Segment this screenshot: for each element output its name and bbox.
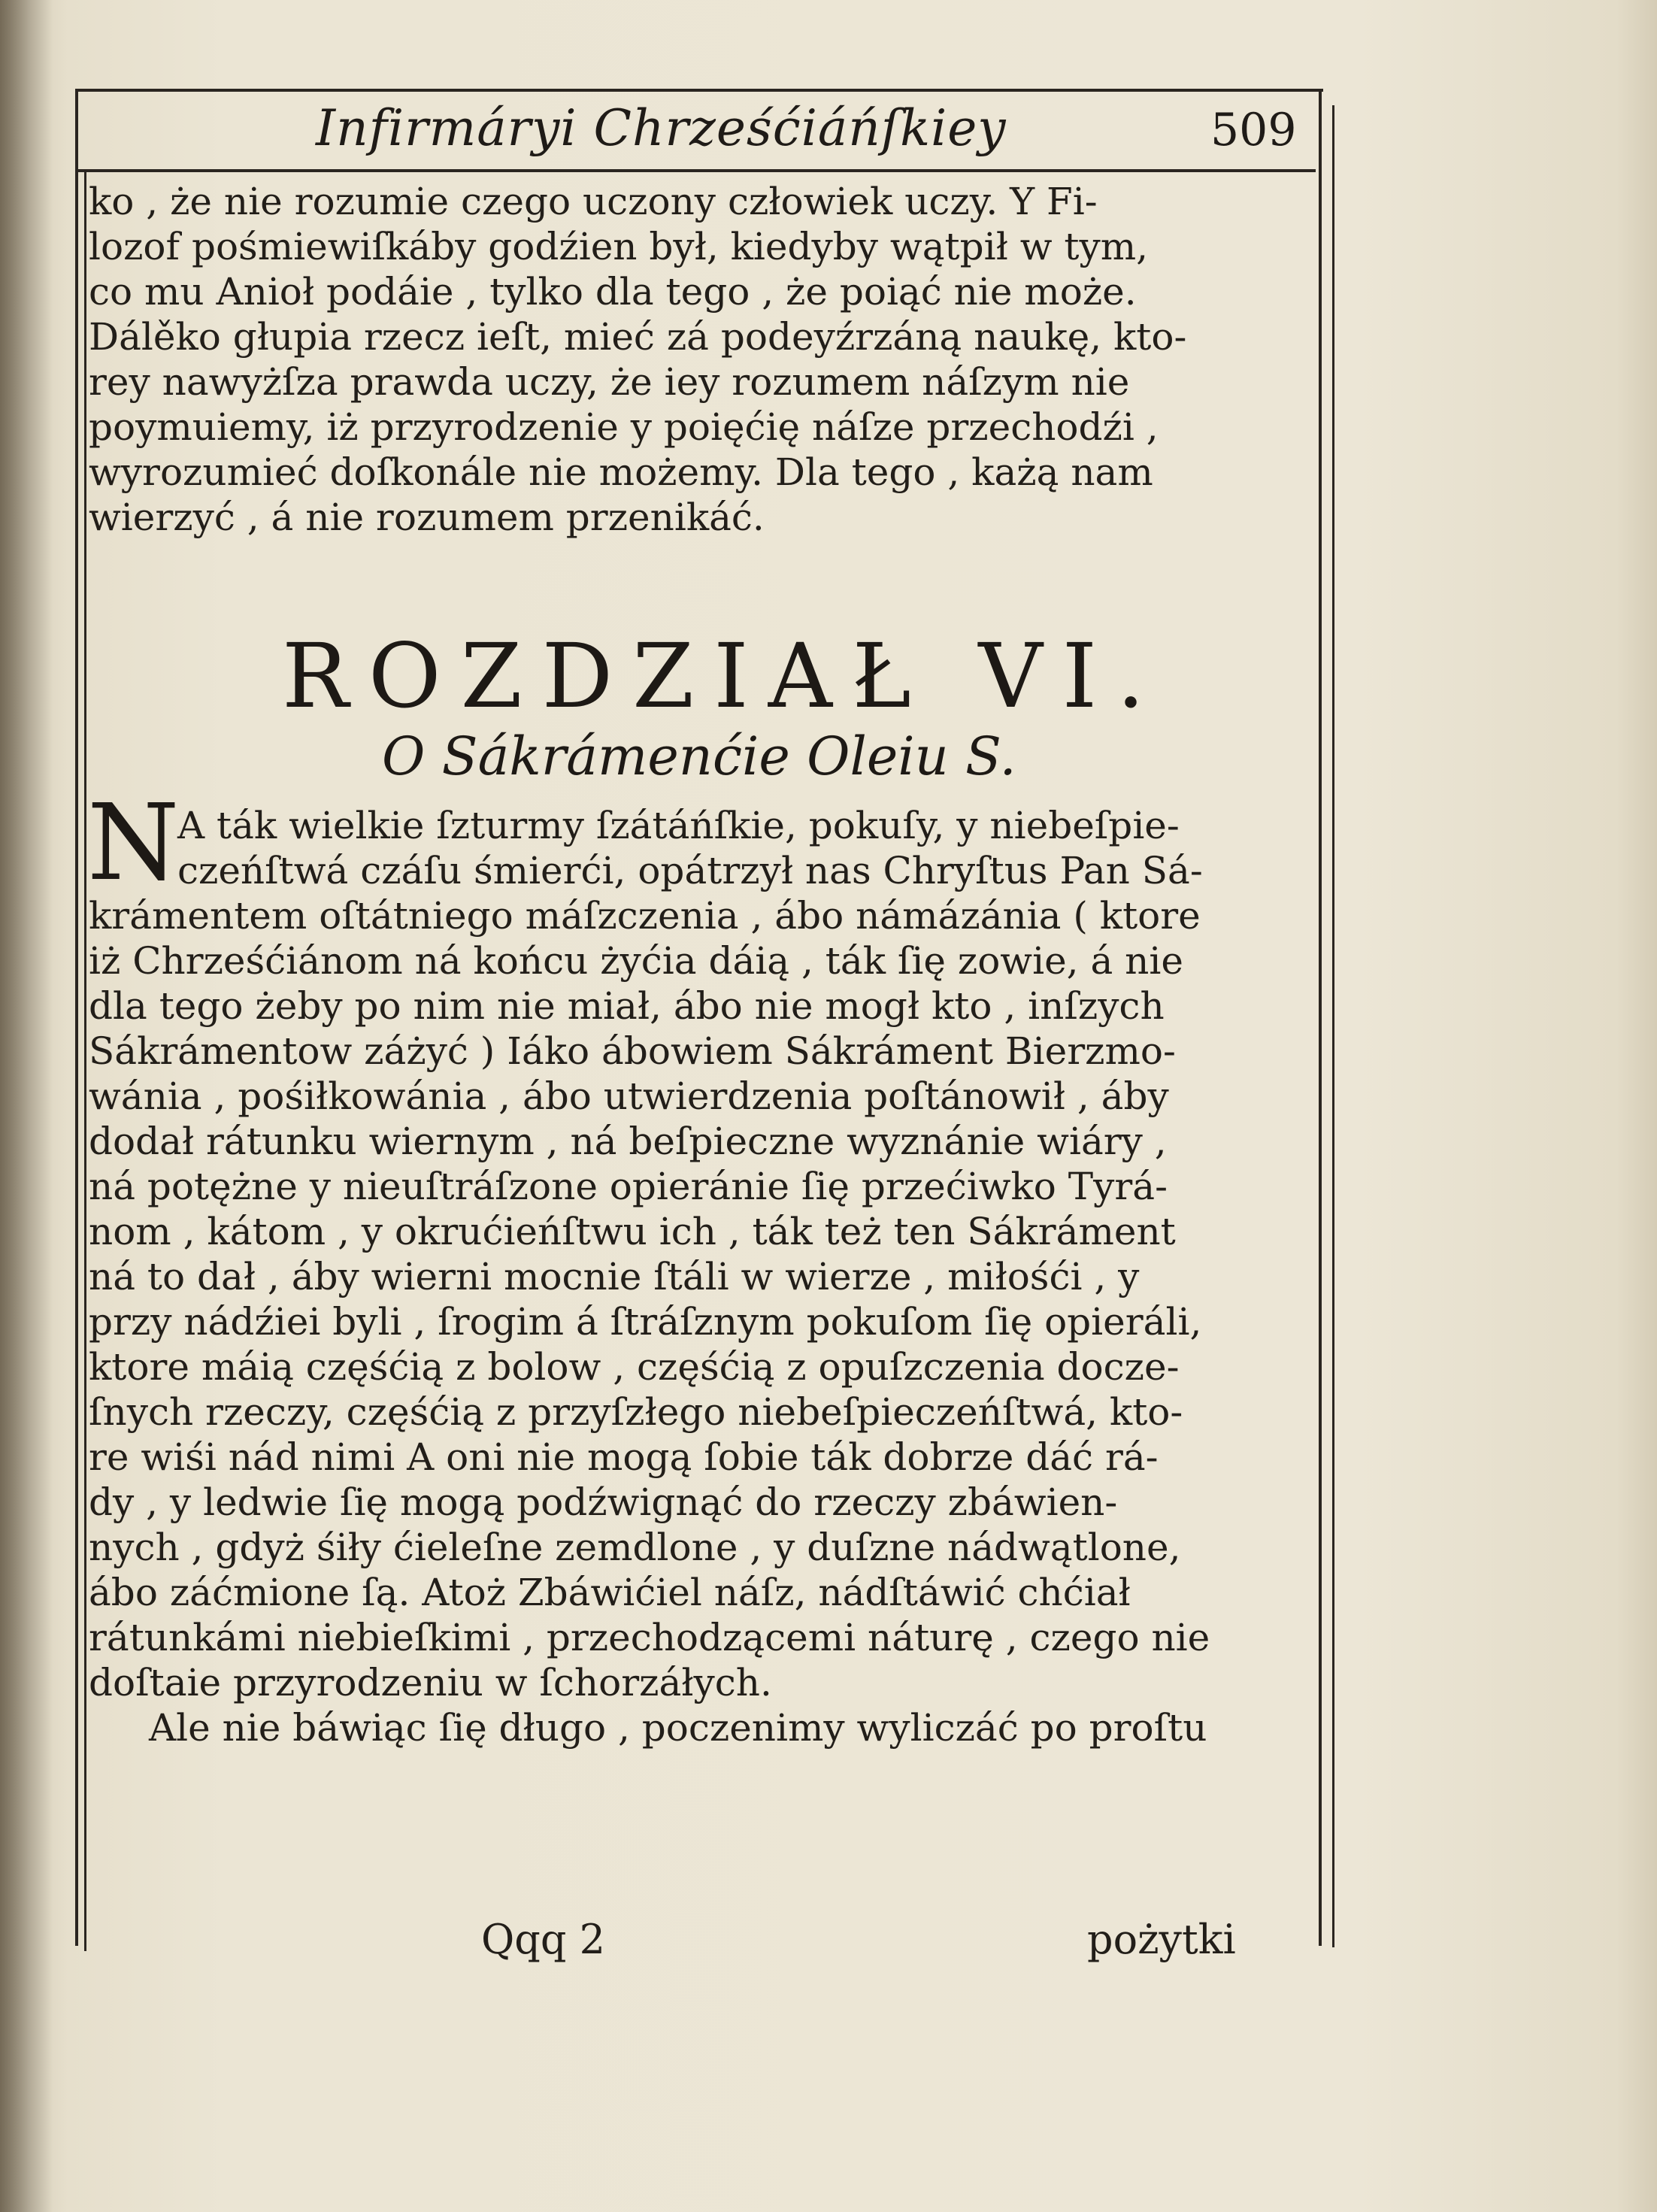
text-line: wyrozumieć doſkonále nie możemy. Dla tego , każą nam <box>89 450 1153 494</box>
text-line: re wiśi nád nimi A oni nie mogą ſobie ták dobrze dáć rá- <box>89 1435 1159 1479</box>
text-line: poymuiemy, iż przyrodzenie y poięćię náſze przechodźi , <box>89 405 1159 449</box>
text-line: Dálěko głupia rzecz ieſt, mieć zá podeyźrzáną naukę, kto- <box>89 315 1187 359</box>
frame-inner-left-rule <box>84 169 86 1951</box>
text-line: przy nádźiei byli , ſrogim á ſtráſznym pokuſom ſię opieráli, <box>89 1300 1202 1344</box>
text-line: nom , kátom , y okrućieńſtwu ich , ták też ten Sákráment <box>89 1210 1176 1253</box>
text-line: iż Chrześćiánom ná końcu żyćia dáią , ták ſię zowie, á nie <box>89 939 1183 983</box>
text-line: rey nawyżſza prawda uczy, że iey rozumem náſzym nie <box>89 360 1130 404</box>
text-line: ná potężne y nieuſtráſzone opieránie ſię przećiwko Tyrá- <box>89 1165 1168 1208</box>
text-line: krámentem oſtátniego máſzczenia , ábo námázánia ( ktore <box>89 894 1201 938</box>
signature-mark: Qqq 2 <box>481 1916 605 1963</box>
text-line: A ták wielkie ſzturmy ſzátáńſkie, pokuſy, y niebeſpie- <box>177 804 1180 847</box>
chapter-paragraph <box>89 803 1314 1750</box>
running-head: Infirmáryi Chrześćiáńſkiey <box>316 99 1007 157</box>
text-line: dy , y ledwie ſię mogą podźwignąć do rzeczy zbáwien- <box>89 1480 1118 1524</box>
text-line: ſnych rzeczy, częśćią z przyſzłego niebeſpieczeńſtwá, kto- <box>89 1390 1183 1434</box>
text-line: ná to dał , áby wierni mocnie ſtáli w wierze , miłośći , y <box>89 1255 1140 1298</box>
page-number: 509 <box>1210 104 1297 156</box>
catchword: pożytki <box>1087 1916 1236 1963</box>
text-line: nych , gdyż śiły ćieleſne zemdlone , y duſzne nádwątlone, <box>89 1526 1181 1569</box>
text-line: Ale nie báwiąc ſię długo , poczenimy wyliczáć po proſtu <box>149 1706 1207 1750</box>
text-line: co mu Anioł podáie , tylko dla tego , że poiąć nie może. <box>89 270 1137 314</box>
spine-shadow <box>0 0 53 2212</box>
text-line: lozof pośmiewiſkáby godźien był, kiedyby wątpił w tym, <box>89 225 1149 268</box>
chapter-subtitle: O Sákrámenćie Oleiu S. <box>382 726 1016 787</box>
text-line: Sákrámentow záżyć ) Iáko ábowiem Sákráment Bierzmo- <box>89 1029 1176 1073</box>
text-line: rátunkámi niebieſkimi , przechodzącemi náturę , czego nie <box>89 1616 1210 1659</box>
text-line: dla tego żeby po nim nie miał, ábo nie mogł kto , inſzych <box>89 984 1165 1028</box>
header-rule <box>75 169 1316 172</box>
text-line: ktore máią częśćią z bolow , częśćią z opuſzczenia docze- <box>89 1345 1180 1389</box>
chapter-heading: ROZDZIAŁ VI. <box>282 624 1165 728</box>
paragraph-continuation <box>89 179 1314 540</box>
text-line: wánia , pośiłkowánia , ábo utwierdzenia poſtánowił , áby <box>89 1074 1169 1118</box>
text-line: dodał rátunku wiernym , ná beſpieczne wyznánie wiáry , <box>89 1120 1167 1163</box>
text-line: ábo záćmione ſą. Atoż Zbáwićiel náſz, nádſtáwić chćiał <box>89 1571 1131 1614</box>
text-line: wierzyć , á nie rozumem przenikáć. <box>89 495 765 539</box>
drop-cap: N <box>87 782 180 904</box>
text-line: doſtaie przyrodzeniu w ſchorzáłych. <box>89 1661 772 1704</box>
text-line: ko , że nie rozumie czego uczony człowiek uczy. Y Fi- <box>89 180 1098 223</box>
text-line: czeńſtwá czáſu śmierći, opátrzył nas Chryſtus Pan Sá- <box>177 849 1203 892</box>
frame-right-rule <box>1332 105 1334 1947</box>
